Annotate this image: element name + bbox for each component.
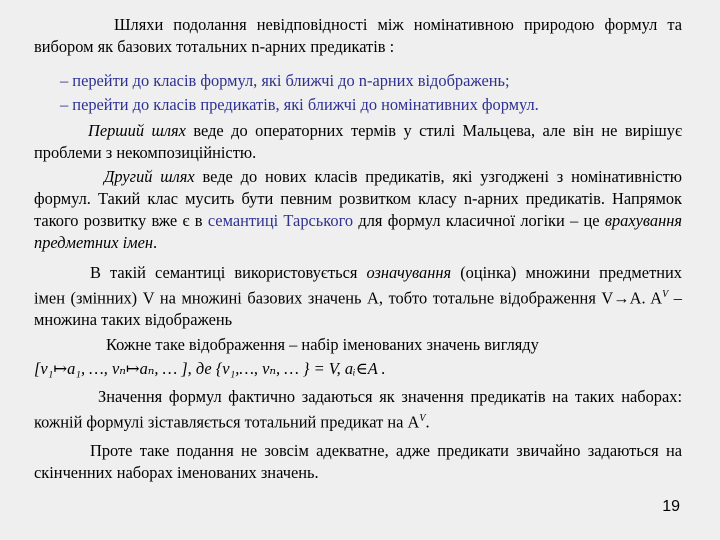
values-end: .	[425, 412, 430, 432]
bullet-1-text: – перейти до класів формул, які ближчі до n-арних відображень;	[60, 71, 510, 90]
paragraph-first-way	[34, 120, 682, 164]
paragraph-formula	[34, 358, 682, 380]
paragraph-mapping	[34, 334, 682, 356]
semantics-text-a: В такій семантиці використовується	[90, 263, 367, 282]
values-text: Значення формул фактично задаються як значення предикатів на таких наборах: кожній формулі зіставляється тотальний предикат на A	[34, 387, 682, 432]
first-way-text: веде до операторних термів у стилі Мальцева, але він не вирішує проблеми з некомпозиційністю.	[34, 121, 682, 162]
second-way-text: веде до нових класів предикатів, які узгоджені з номінативністю формул. Такий клас мусить бути певним розвитком класу n-арних предикатів. Напрямок такого розвитку вже є в	[34, 167, 682, 230]
bullet-2	[34, 94, 682, 116]
semantics-superscript: V	[662, 289, 669, 300]
paragraph-semantics	[34, 262, 682, 331]
paragraph-second-way	[34, 166, 682, 254]
bullet-1	[34, 70, 682, 92]
second-way-end: .	[153, 233, 158, 252]
second-way-heading: Другий шлях	[104, 167, 195, 186]
conclusion-text: Проте таке подання не зовсім адекватне, адже предикати звичайно задаються на скінченних наборах іменованих значень.	[34, 441, 682, 482]
subject-names-term: врахування предметних імен	[34, 211, 682, 252]
page-number: 19	[662, 498, 680, 515]
paragraph-values	[34, 386, 682, 433]
valuation-term: означування	[366, 263, 452, 282]
values-superscript: V	[419, 413, 426, 424]
mapping-formula: [v₁↦a₁, …, vₙ↦aₙ, … ], де {v₁,…, vₙ, … } = V, aᵢ∈A .	[34, 359, 386, 378]
tarski-semantics-term: семантиці Тарського	[207, 211, 354, 230]
paragraph-intro	[34, 14, 682, 58]
semantics-text-c: – множина таких відображень	[34, 288, 682, 330]
second-way-tail: для формул класичної логіки – це	[353, 211, 605, 230]
bullet-2-text: – перейти до класів предикатів, які ближчі до номінативних формул.	[60, 95, 539, 114]
paragraph-conclusion	[34, 440, 682, 484]
first-way-heading: Перший шлях	[88, 121, 186, 140]
mapping-text: Кожне таке відображення – набір іменованих значень вигляду	[106, 335, 539, 354]
semantics-text-b: (оцінка) множини предметних імен (змінних) V на множині базових значень A, тобто тотальне відображення V→A. A	[34, 263, 682, 308]
intro-text: Шляхи подолання невідповідності між номінативною природою формул та вибором як базових тотальних n-арних предикатів :	[34, 15, 682, 56]
